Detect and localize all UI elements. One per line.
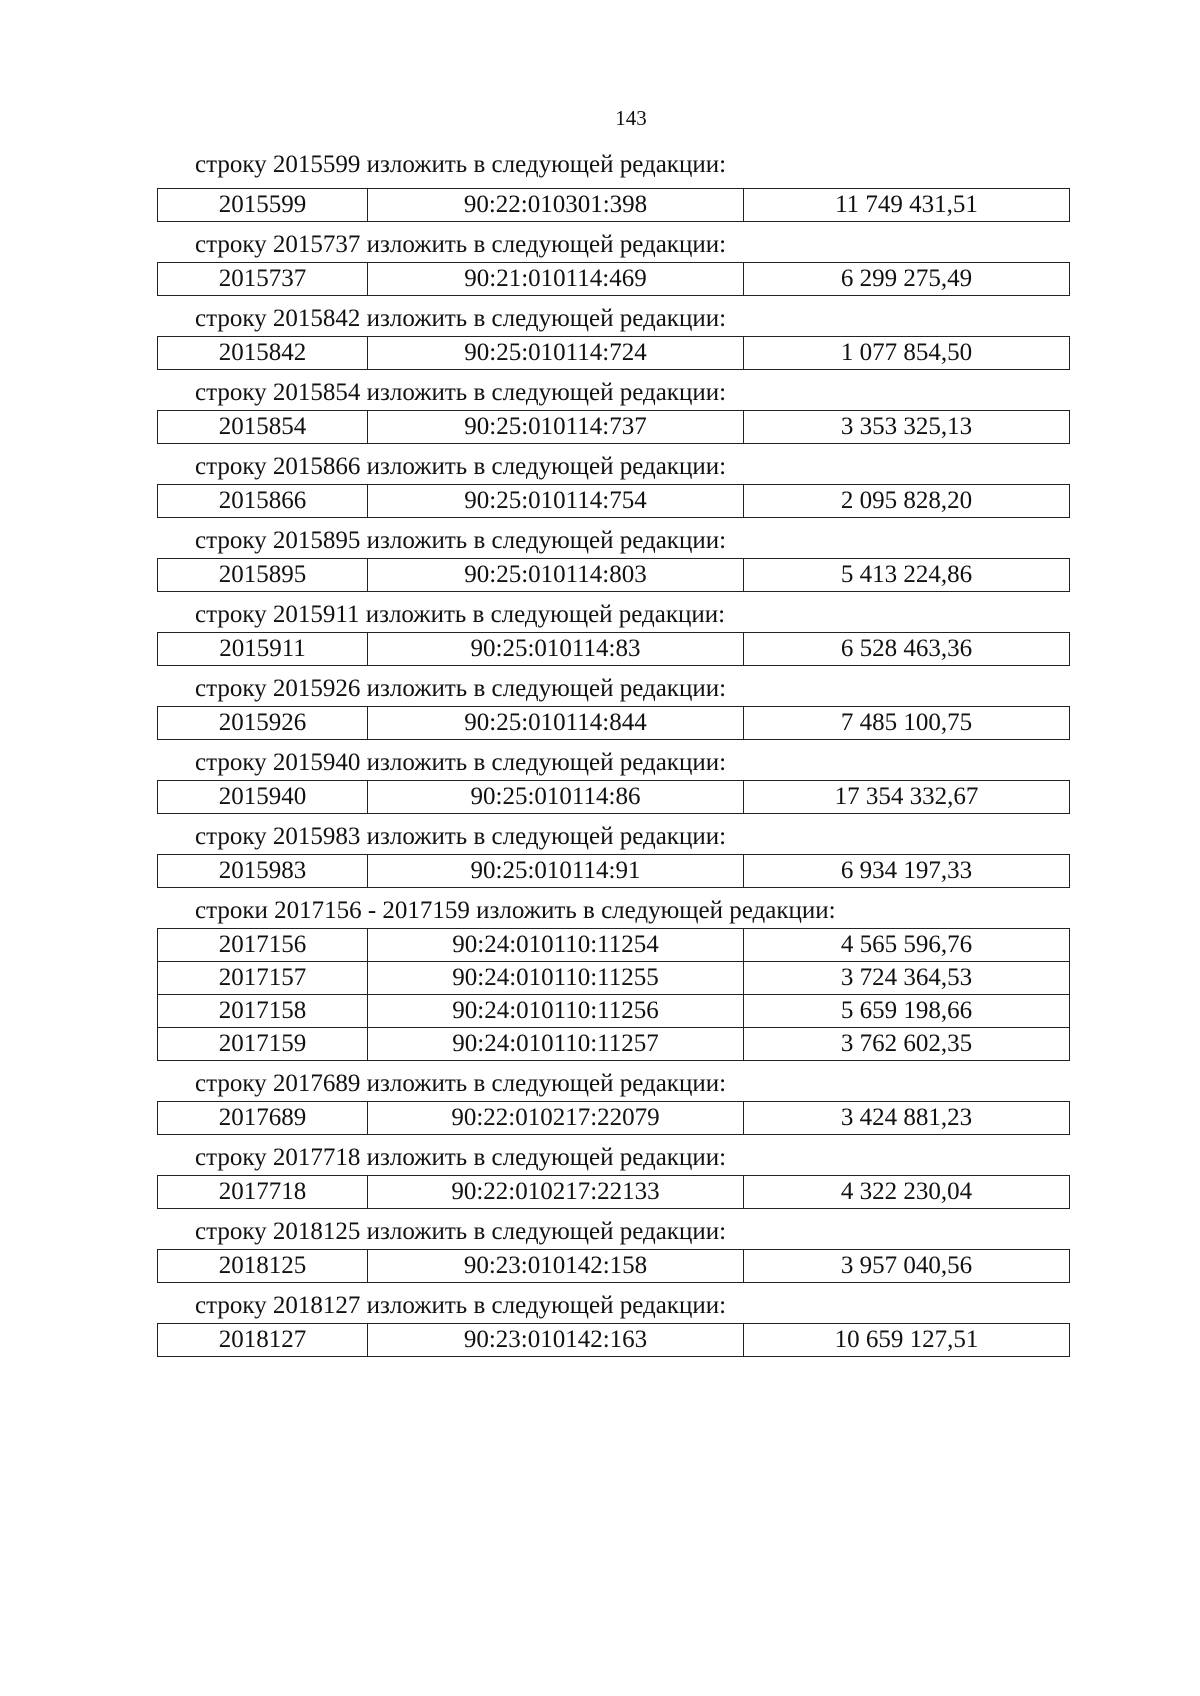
table-row <box>158 855 1070 888</box>
amendment-instruction: строку 2015737 изложить в следующей редакции: <box>195 231 727 258</box>
table-row <box>158 1102 1070 1135</box>
table-row <box>158 411 1070 444</box>
cadastral-value-cell: 11 749 431,51 <box>744 189 1070 222</box>
cadastral-value-cell: 17 354 332,67 <box>744 781 1070 814</box>
row-id-cell: 2015866 <box>158 485 368 518</box>
row-id-cell: 2018127 <box>158 1324 368 1357</box>
cadastral-number-cell: 90:24:010110:11257 <box>368 1028 744 1061</box>
amendment-table <box>157 928 1070 1061</box>
amendment-table <box>157 1249 1070 1283</box>
cadastral-number-cell: 90:25:010114:83 <box>368 633 744 666</box>
row-id-cell: 2017159 <box>158 1028 368 1061</box>
cadastral-number-cell: 90:24:010110:11255 <box>368 962 744 995</box>
cadastral-number-cell: 90:25:010114:91 <box>368 855 744 888</box>
amendment-instruction: строку 2015866 изложить в следующей редакции: <box>195 453 727 480</box>
cadastral-number-cell: 90:22:010217:22133 <box>368 1176 744 1209</box>
table-row <box>158 781 1070 814</box>
amendment-instruction: строку 2015926 изложить в следующей редакции: <box>195 675 727 702</box>
cadastral-value-cell: 5 659 198,66 <box>744 995 1070 1028</box>
cadastral-number-cell: 90:25:010114:737 <box>368 411 744 444</box>
row-id-cell: 2017718 <box>158 1176 368 1209</box>
amendment-table <box>157 188 1070 222</box>
table-row <box>158 962 1070 995</box>
cadastral-value-cell: 4 565 596,76 <box>744 929 1070 962</box>
amendment-block <box>157 302 1069 370</box>
table-row <box>158 337 1070 370</box>
cadastral-number-cell: 90:24:010110:11254 <box>368 929 744 962</box>
cadastral-value-cell: 6 934 197,33 <box>744 855 1070 888</box>
row-id-cell: 2015911 <box>158 633 368 666</box>
page-number: 143 <box>615 106 647 130</box>
table-row <box>158 707 1070 740</box>
amendment-block <box>157 524 1069 592</box>
cadastral-value-cell: 2 095 828,20 <box>744 485 1070 518</box>
row-id-cell: 2015854 <box>158 411 368 444</box>
amendment-table <box>157 780 1070 814</box>
amendment-block <box>157 746 1069 814</box>
amendment-table <box>157 262 1070 296</box>
cadastral-number-cell: 90:25:010114:86 <box>368 781 744 814</box>
cadastral-number-cell: 90:21:010114:469 <box>368 263 744 296</box>
cadastral-value-cell: 7 485 100,75 <box>744 707 1070 740</box>
amendment-table <box>157 1323 1070 1357</box>
row-id-cell: 2017157 <box>158 962 368 995</box>
table-row <box>158 559 1070 592</box>
table-row <box>158 189 1070 222</box>
table-row <box>158 929 1070 962</box>
row-id-cell: 2015983 <box>158 855 368 888</box>
amendment-table <box>157 410 1070 444</box>
row-id-cell: 2015599 <box>158 189 368 222</box>
table-row <box>158 1028 1070 1061</box>
row-id-cell: 2015895 <box>158 559 368 592</box>
row-id-cell: 2015737 <box>158 263 368 296</box>
cadastral-value-cell: 5 413 224,86 <box>744 559 1070 592</box>
amendment-instruction: строку 2015842 изложить в следующей редакции: <box>195 305 727 332</box>
amendment-instruction: строку 2015895 изложить в следующей редакции: <box>195 527 727 554</box>
cadastral-value-cell: 6 299 275,49 <box>744 263 1070 296</box>
amendment-instruction: строку 2017718 изложить в следующей редакции: <box>195 1144 727 1171</box>
cadastral-value-cell: 3 957 040,56 <box>744 1250 1070 1283</box>
document-body <box>157 148 1069 1357</box>
amendment-block <box>157 1215 1069 1283</box>
amendment-block <box>157 820 1069 888</box>
cadastral-number-cell: 90:25:010114:803 <box>368 559 744 592</box>
amendment-block <box>157 148 1069 222</box>
amendment-table <box>157 558 1070 592</box>
table-row <box>158 633 1070 666</box>
row-id-cell: 2018125 <box>158 1250 368 1283</box>
row-id-cell: 2015926 <box>158 707 368 740</box>
amendment-block <box>157 450 1069 518</box>
row-id-cell: 2015842 <box>158 337 368 370</box>
table-row <box>158 1176 1070 1209</box>
amendment-instruction: строку 2015940 изложить в следующей редакции: <box>195 749 727 776</box>
table-row <box>158 263 1070 296</box>
cadastral-number-cell: 90:25:010114:844 <box>368 707 744 740</box>
cadastral-number-cell: 90:22:010217:22079 <box>368 1102 744 1135</box>
amendment-block <box>157 1289 1069 1357</box>
cadastral-number-cell: 90:24:010110:11256 <box>368 995 744 1028</box>
amendment-table <box>157 706 1070 740</box>
cadastral-number-cell: 90:22:010301:398 <box>368 189 744 222</box>
amendment-block <box>157 228 1069 296</box>
cadastral-number-cell: 90:23:010142:158 <box>368 1250 744 1283</box>
amendment-instruction: строку 2015983 изложить в следующей редакции: <box>195 823 727 850</box>
amendment-block <box>157 1067 1069 1135</box>
cadastral-value-cell: 3 762 602,35 <box>744 1028 1070 1061</box>
amendment-table <box>157 632 1070 666</box>
row-id-cell: 2015940 <box>158 781 368 814</box>
amendment-block <box>157 1141 1069 1209</box>
amendment-block <box>157 598 1069 666</box>
cadastral-number-cell: 90:25:010114:724 <box>368 337 744 370</box>
cadastral-value-cell: 4 322 230,04 <box>744 1176 1070 1209</box>
row-id-cell: 2017156 <box>158 929 368 962</box>
cadastral-value-cell: 3 424 881,23 <box>744 1102 1070 1135</box>
amendment-instruction: строку 2015911 изложить в следующей редакции: <box>195 601 726 628</box>
cadastral-value-cell: 1 077 854,50 <box>744 337 1070 370</box>
amendment-table <box>157 854 1070 888</box>
amendment-instruction: строку 2015854 изложить в следующей редакции: <box>195 379 727 406</box>
cadastral-value-cell: 3 353 325,13 <box>744 411 1070 444</box>
amendment-block <box>157 672 1069 740</box>
row-id-cell: 2017689 <box>158 1102 368 1135</box>
cadastral-value-cell: 10 659 127,51 <box>744 1324 1070 1357</box>
cadastral-number-cell: 90:25:010114:754 <box>368 485 744 518</box>
amendment-block <box>157 894 1069 1061</box>
table-row <box>158 995 1070 1028</box>
amendment-table <box>157 1101 1070 1135</box>
table-row <box>158 1250 1070 1283</box>
table-row <box>158 1324 1070 1357</box>
amendment-instruction: строку 2018127 изложить в следующей редакции: <box>195 1292 727 1319</box>
amendment-block <box>157 376 1069 444</box>
cadastral-value-cell: 6 528 463,36 <box>744 633 1070 666</box>
cadastral-value-cell: 3 724 364,53 <box>744 962 1070 995</box>
amendment-table <box>157 1175 1070 1209</box>
amendment-instruction: строки 2017156 - 2017159 изложить в следующей редакции: <box>195 897 836 924</box>
cadastral-number-cell: 90:23:010142:163 <box>368 1324 744 1357</box>
amendment-instruction: строку 2015599 изложить в следующей редакции: <box>195 151 727 178</box>
amendment-instruction: строку 2018125 изложить в следующей редакции: <box>195 1218 727 1245</box>
amendment-table <box>157 336 1070 370</box>
amendment-instruction: строку 2017689 изложить в следующей редакции: <box>195 1070 727 1097</box>
table-row <box>158 485 1070 518</box>
amendment-table <box>157 484 1070 518</box>
row-id-cell: 2017158 <box>158 995 368 1028</box>
